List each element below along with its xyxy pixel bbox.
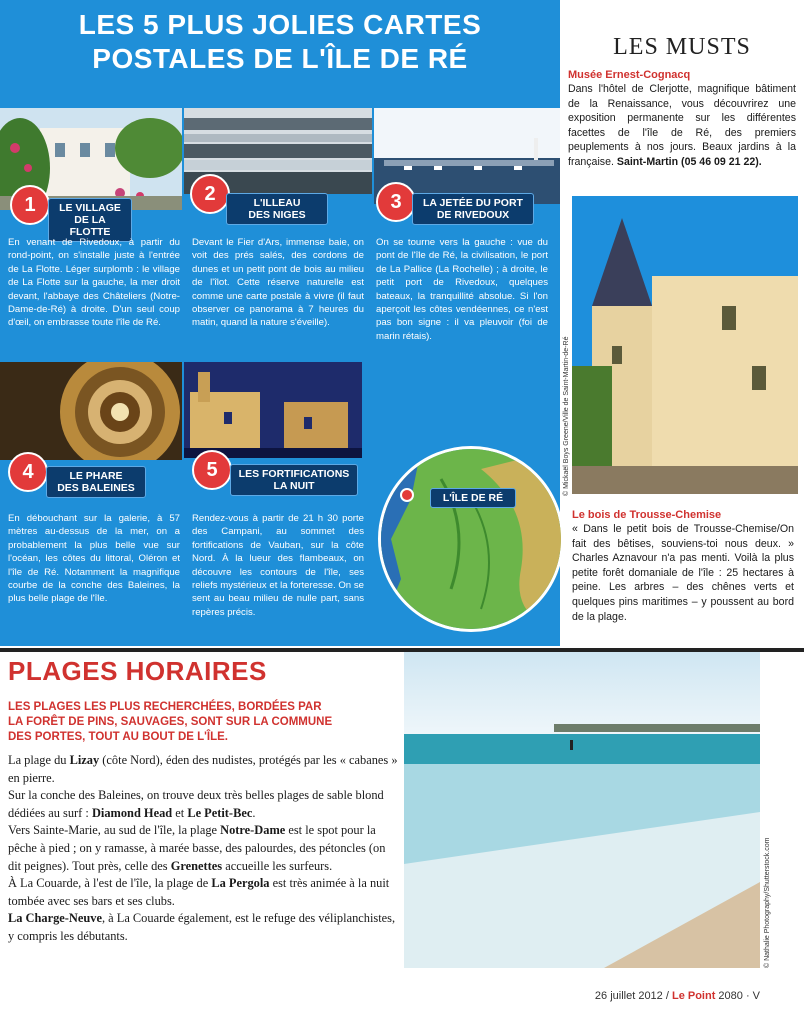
text-fragment: Vers Sainte-Marie, au sud de l'île, la plage [8,823,221,838]
label-jetee-line1: LA JETÉE DU PORT [423,197,523,209]
map-ile-de-re [378,446,564,632]
text-fragment: La plage du [8,753,70,767]
museum-name: Musée Ernest-Cognacq [568,69,691,81]
label-illeau-des-niges [226,193,328,225]
text-fragment: (côte Nord), éden des nudistes, protégés par les « cabanes » en pierre. [8,753,398,785]
badge-number-3: 3 [376,182,416,222]
plages-title: PLAGES HORAIRES [8,656,267,686]
musts-title: LES MUSTS [613,34,751,60]
text-fragment: est très animée à la nuit tombée avec ses bars et ses clubs. [8,876,390,908]
main-title-line1: LES 5 PLUS JOLIES CARTES [78,9,482,40]
text-jetee-rivedoux: On se tourne vers la gauche : vue du pont de l'île de Ré, la civilisation, le port de La Pallice (La Rochelle) ; à droite, le petit port de Rivedoux, quelques bateaux, la tranquillité absolue. Si l'on aperçoit les côtes vendéennes, ce n'est pas bon signe : il va pleuvoir (foi de marin rétais). [376,237,548,342]
museum-description: Dans l'hôtel de Clerjotte, magnifique bâtiment de la Renaissance, vous découvrirez une exposition permanente sur les différentes facettes de l'île de Ré, des premiers peuplements à nos jours. Beaux jardins à la française. [568,83,796,168]
text-la-flotte: En venant de Rivedoux, à partir du rond-point, on s'installe juste à l'entrée de La Flotte. Léger surplomb : le village de La Flotte sur la gauche, la mer droit devant, l'abbaye des Châteliers (Notre-Dame-de-Ré) à droite. D'un seul coup d'œil, on embrasse toute l'île de Ré. [8,237,180,329]
text-fragment: , à La Couarde également, est le refuge des véliplanchistes, y compris les débutants. [8,911,396,943]
beach-notre-dame: Notre-Dame [220,823,286,838]
plages-paragraph-baleines [8,787,400,822]
museum-text [568,82,796,170]
beach-diamond-head: Diamond Head [91,805,173,820]
museum-contact: Saint-Martin (05 46 09 21 22). [616,155,762,168]
text-fragment: accueille les surfeurs. [222,858,333,873]
label-la-flotte-line1: LE VILLAGE [59,202,121,214]
museum-photo-credit: © Mickaël Boys Greene/Ville de Saint-Martin-de-Ré [563,336,570,496]
label-la-flotte-line2: DE LA FLOTTE [69,214,111,238]
plages-paragraph-charge-neuve [8,910,400,945]
label-phare-line2: DES BALEINES [57,482,135,494]
page-footer [595,990,760,1002]
beach-grenettes: Grenettes [170,858,223,873]
plages-paragraph-notre-dame [8,822,400,875]
label-fortif-line1: LES FORTIFICATIONS [238,468,350,480]
text-fragment: À La Couarde, à l'est de l'île, la plage de [8,876,212,891]
badge-number-4: 4 [8,452,48,492]
label-illeau-line1: L'ILLEAU [253,197,301,209]
label-fortifications-nuit [230,464,358,496]
plages-paragraph-pergola [8,875,400,910]
label-fortif-line2: LA NUIT [273,480,315,492]
text-fragment: et [172,805,188,820]
beach-la-pergola: La Pergola [211,876,270,891]
beach-photo-credit: © Nathalie Photography/Shutterstock.com [764,837,771,968]
photo-beach [404,652,760,968]
footer-issue: 2080 · V [715,990,760,1002]
beach-lizay: Lizay [69,753,100,767]
label-phare-line1: LE PHARE [69,470,123,482]
plages-body [8,752,400,946]
badge-number-1: 1 [10,185,50,225]
text-fragment: est le spot pour la pêche à pied ; on y ramasse, à marée basse, des palourdes, des pétoncles (on dit peignes). Tout près, celle des [8,823,386,873]
plages-paragraph-lizay [8,752,400,787]
plages-lead: LES PLAGES LES PLUS RECHERCHÉES, BORDÉES PAR LA FORÊT DE PINS, SAUVAGES, SONT SUR LA COMMUNE DES PORTES, TOUT AU BOUT DE L'ÎLE. [8,701,333,743]
wood-text: « Dans le petit bois de Trousse-Chemise/On fait des bêtises, souviens-toi nous deux. » Charles Aznavour n'a pas menti. Voilà la plus petite forêt domaniale de l'île : 25 hectares à peine. Les arbres – des chênes verts et quelques pins maritimes – y poussent au bord de la plage. [572,523,794,623]
footer-date: 26 juillet 2012 / [594,990,672,1002]
badge-number-2: 2 [190,174,230,214]
photo-phare-des-baleines [0,362,182,460]
wood-name: Le bois de Trousse-Chemise [572,509,722,521]
text-phare-des-baleines: En débouchant sur la galerie, à 57 mètres au-dessus de la mer, on a probablement la plus belle vue sur l'océan, les côtes du littoral, Oléron et l'île de Ré. Notamment la magnifique courbe de la conche des Baleines, la plus belle plage de l'île. [8,513,180,605]
beach-charge-neuve: La Charge-Neuve [8,911,102,926]
main-title [0,8,560,76]
photo-fortifications-nuit [184,362,362,458]
beach-petit-bec: Le Petit-Bec [187,805,253,820]
main-title-line2: POSTALES DE L'ÎLE DE RÉ [92,43,468,74]
text-fortifications-nuit: Rendez-vous à partir de 21 h 30 porte des Campani, au sommet des fortifications de Vauban, sur la côte Nord. À la lueur des flambeaux, on découvre les contours de l'île, ses reliefs mystérieux et la forteresse. On se sent au beau milieu de nulle part, sans repères précis. [192,513,364,618]
footer-brand: Le Point [671,990,716,1002]
map-label: L'ÎLE DE RÉ [430,488,516,508]
text-fragment: . [252,805,256,820]
text-fragment: Sur la conche des Baleines, on trouve deux très belles plages de sable blond dédiées au surf : [8,788,384,820]
badge-number-5: 5 [192,450,232,490]
label-phare-des-baleines [46,466,146,498]
photo-musee-ernest-cognacq [572,196,798,494]
label-illeau-line2: DES NIGES [248,209,306,221]
text-illeau-des-niges: Devant le Fier d'Ars, immense baie, on voit des prés salés, des cordons de dunes et un petit pont de bois au milieu de l'îlot. Cette réserve naturelle est comme une carte postale à vivre (il faut observer ce panorama à 7 heures du matin, quand la nature s'éveille). [192,237,364,329]
label-jetee-line2: DE RIVEDOUX [436,209,510,221]
label-jetee-rivedoux [412,193,534,225]
map-location-marker [400,488,414,502]
